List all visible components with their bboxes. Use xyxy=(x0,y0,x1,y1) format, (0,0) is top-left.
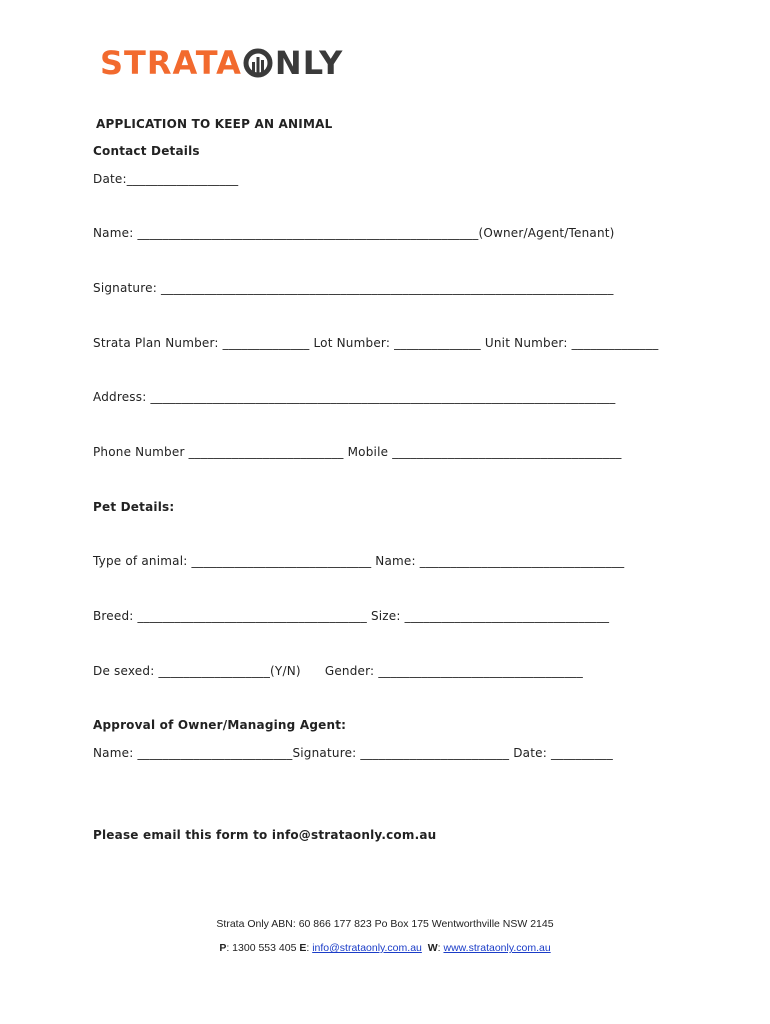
footer-company-info: Strata Only ABN: 60 866 177 823 Po Box 175 Wentworthville NSW 2145 xyxy=(216,918,554,930)
approval-heading: Approval of Owner/Managing Agent: xyxy=(93,718,347,732)
building-o-icon xyxy=(243,48,273,78)
date-field[interactable]: Date:__________________ xyxy=(93,172,239,186)
approval-fields[interactable]: Name: _________________________Signature: ________________________ Date: __________ xyxy=(93,746,613,760)
pet-type-name-fields[interactable]: Type of animal: _____________________________ Name: _________________________________ xyxy=(93,554,625,568)
name-field[interactable]: Name: _______________________________________________________(Owner/Agent/Tenant) xyxy=(93,226,615,240)
footer-email-label: E xyxy=(299,942,307,954)
strata-lot-unit-fields[interactable]: Strata Plan Number: ______________ Lot Number: ______________ Unit Number: ______________ xyxy=(93,336,659,350)
email-instruction: Please email this form to info@strataonly.com.au xyxy=(93,828,437,842)
contact-details-heading: Contact Details xyxy=(93,144,200,158)
form-title: APPLICATION TO KEEP AN ANIMAL xyxy=(96,117,333,131)
company-logo xyxy=(100,44,343,82)
footer-web-sep: : xyxy=(437,942,444,954)
logo-text-nly: NLY xyxy=(274,44,344,82)
footer-contact xyxy=(0,942,770,954)
signature-field[interactable]: Signature: _________________________________________________________________________ xyxy=(93,281,614,295)
phone-mobile-fields[interactable]: Phone Number _________________________ Mobile _____________________________________ xyxy=(93,445,622,459)
footer-web-link[interactable]: www.strataonly.com.au xyxy=(443,942,551,954)
logo-text-strata: STRATA xyxy=(100,44,242,82)
footer-web-label: W xyxy=(427,942,438,954)
desexed-gender-fields[interactable]: De sexed: __________________(Y/N) Gender: _________________________________ xyxy=(93,664,583,678)
footer-email-sep: : xyxy=(306,942,313,954)
footer-phone-label: P xyxy=(219,942,227,954)
pet-details-heading: Pet Details: xyxy=(93,500,175,514)
footer-phone: : 1300 553 405 xyxy=(226,942,300,954)
footer-email-link[interactable]: info@strataonly.com.au xyxy=(312,942,422,954)
breed-size-fields[interactable]: Breed: _____________________________________ Size: _________________________________ xyxy=(93,609,610,623)
address-field[interactable]: Address: ___________________________________________________________________________ xyxy=(93,390,616,404)
